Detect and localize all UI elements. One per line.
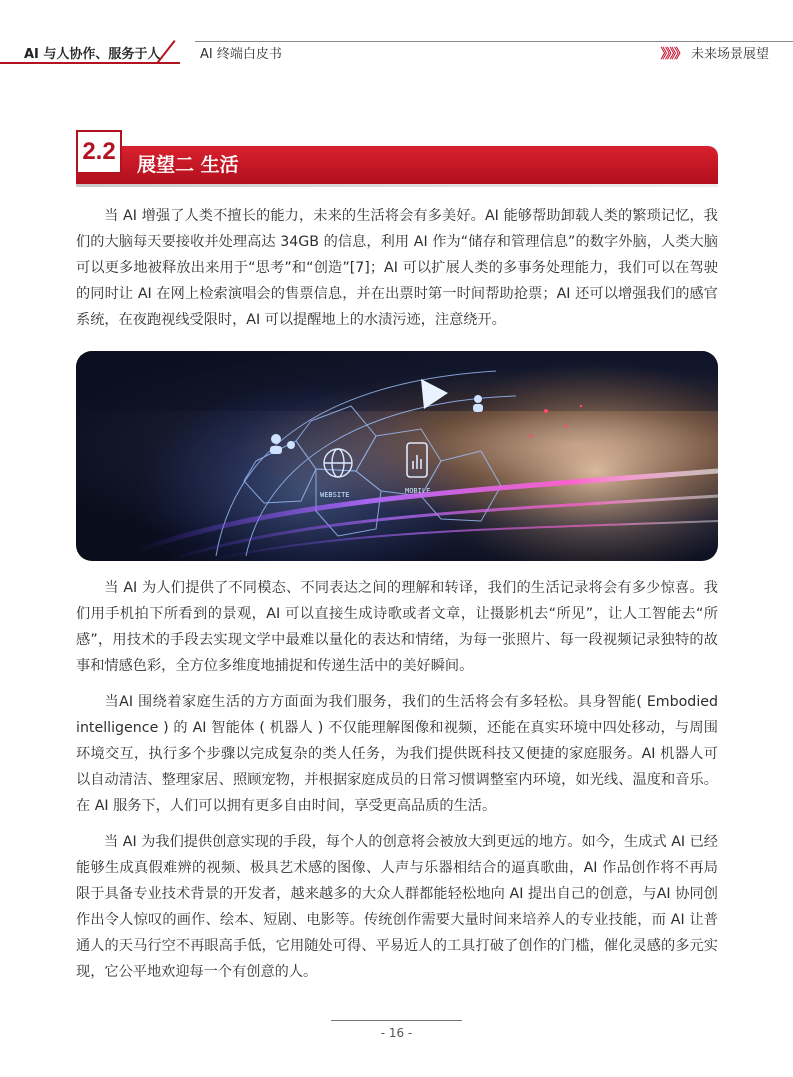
header-chapter bbox=[660, 43, 769, 62]
mobile-label: MOBILE bbox=[405, 487, 431, 495]
chevrons-icon: 》》》》 bbox=[660, 47, 685, 62]
header-red-rule bbox=[0, 62, 180, 64]
paragraph-creativity bbox=[76, 829, 718, 985]
section-title: 展望二 生活 bbox=[137, 154, 239, 176]
footer-rule bbox=[331, 1020, 462, 1021]
header-grey-rule bbox=[195, 41, 793, 42]
paragraph-translation bbox=[76, 575, 718, 679]
paragraph-memory bbox=[76, 203, 718, 333]
website-label: WEBSITE bbox=[320, 491, 350, 499]
paragraph-memory-text: 当 AI 增强了人类不擅长的能力，未来的生活将会有多美好。AI 能够帮助卸载人类的繁琐记忆，我们的大脑每天要接收并处理高达 34GB 的信息，利用 AI 作为“储存和管理信息”的数字外脑，人类大脑可以更多地被释放出来用于“思考”和“创造”[7]；AI 可以扩展人类的多事务处理能力，我们可以在驾驶的同时让 AI 在网上检索演唱会的售票信息，并在出票时第一时间帮助抢票；AI 还可以增强我们的感官系统，在夜跑视线受限时，AI 可以提醒地上的水渍污迹，注意绕开。 bbox=[76, 208, 718, 328]
header-document-title: AI 终端白皮书 bbox=[200, 47, 282, 62]
section-title-shadow bbox=[76, 184, 718, 187]
page-header bbox=[0, 0, 793, 70]
header-left-title: AI 与人协作、服务于人 bbox=[24, 47, 161, 62]
paragraph-creativity-text: 当 AI 为我们提供创意实现的手段，每个人的创意将会被放大到更远的地方。如今，生成式 AI 已经能够生成真假难辨的视频、极具艺术感的图像、人声与乐器相结合的逼真歌曲，AI 作品创作将不再局限于具备专业技术背景的开发者，越来越多的大众人群都能轻松地向 AI 提出自己的创意，与AI 协同创作出令人惊叹的画作、绘本、短剧、电影等。传统创作需要大量时间来培养人的专业技能，而 AI 让普通人的天马行空不再眼高手低，它用随处可得、平易近人的工具打破了创作的门槛，催化灵感的多元实现，它公平地欢迎每一个有创意的人。 bbox=[76, 834, 718, 980]
ai-lifestyle-image bbox=[76, 351, 718, 561]
section-number: 2.2 bbox=[76, 130, 122, 174]
paragraph-translation-text: 当 AI 为人们提供了不同模态、不同表达之间的理解和转译，我们的生活记录将会有多少惊喜。我们用手机拍下所看到的景观，AI 可以直接生成诗歌或者文章，让摄影机去“所见”，让人工智能去“所感”，用技术的手段去实现文学中最难以量化的表达和情绪，为每一张照片、每一段视频记录独特的故事和情感色彩，全方位多维度地捕捉和传递生活中的美好瞬间。 bbox=[76, 580, 718, 674]
hero-illustration bbox=[76, 351, 718, 561]
paragraph-home-service bbox=[76, 689, 718, 819]
header-chapter-title: 未来场景展望 bbox=[690, 47, 769, 62]
page-number: - 16 - bbox=[380, 1026, 413, 1040]
paragraph-home-service-text: 当AI 围绕着家庭生活的方方面面为我们服务，我们的生活将会有多轻松。具身智能( Embodied intelligence ) 的 AI 智能体 ( 机器人 ) 不仅能理解图像和视频，还能在真实环境中四处移动，与周围环境交互，执行多个步骤以完成复杂的类人任务，为我们提供既科技又便捷的家庭服务。AI 机器人可以自动清洁、整理家居、照顾宠物，并根据家庭成员的日常习惯调整室内环境，如光线、温度和音乐。在 AI 服务下，人们可以拥有更多自由时间，享受更高品质的生活。 bbox=[76, 694, 718, 814]
